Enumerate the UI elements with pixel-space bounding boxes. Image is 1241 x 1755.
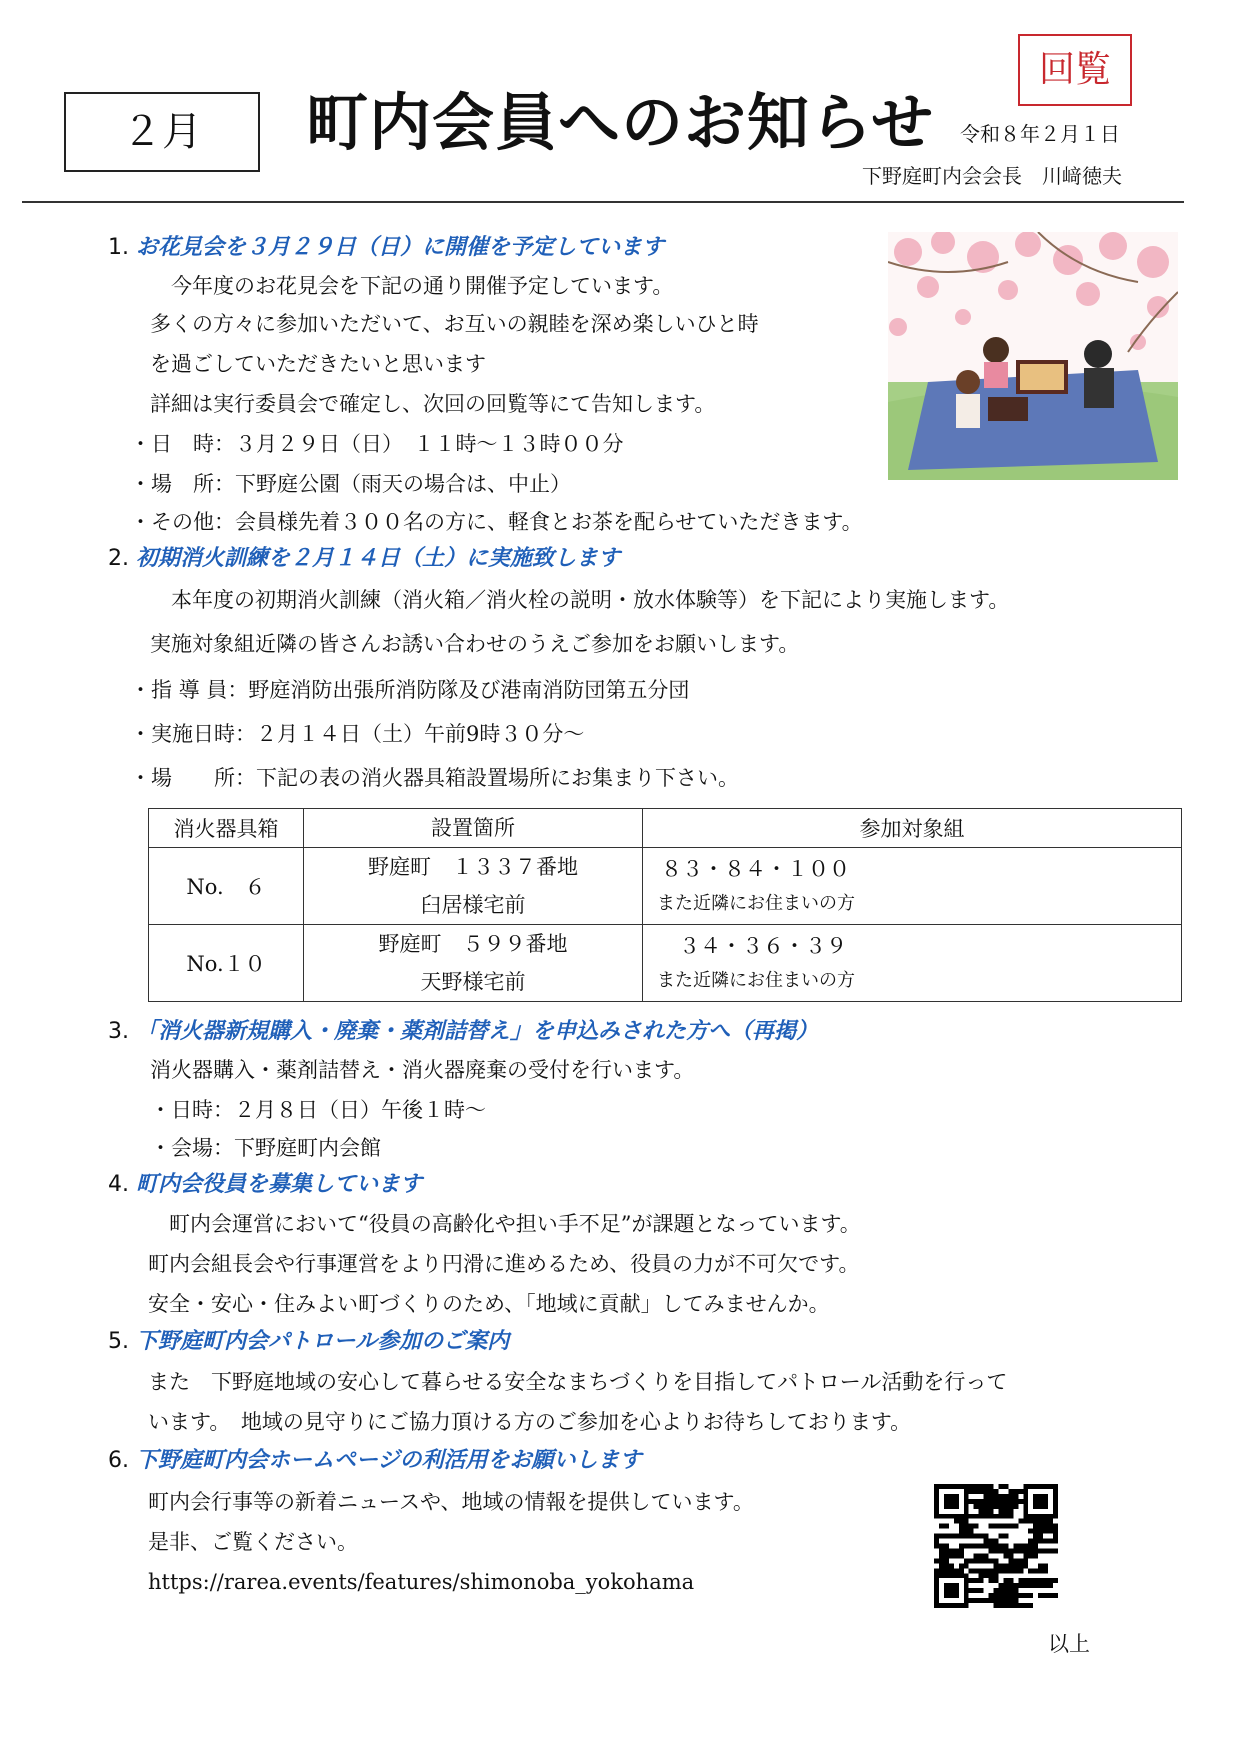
box-number: No.１０	[149, 925, 304, 1002]
fire-equipment-table	[148, 808, 1182, 1002]
group-numbers: ３４・３６・３９	[679, 934, 847, 958]
cherry-blossom-picnic-illustration	[888, 232, 1178, 480]
location-address: 野庭町 ５９９番地	[378, 932, 568, 956]
location-address: 野庭町 １３３７番地	[368, 855, 578, 879]
location-house: 臼居様宅前	[420, 893, 526, 917]
group-numbers: ８３・８４・１００	[661, 857, 850, 881]
section-title: 「消火器新規購入・廃棄・薬剤詰替え」を申込みされた方へ（再掲）	[136, 1019, 819, 1044]
list-item: ・その他：会員様先着３００名の方に、軽食とお茶を配らせていただきます。	[130, 510, 863, 534]
paragraph-line: 消火器購入・薬剤詰替え・消火器廃棄の受付を行います。	[150, 1058, 695, 1082]
groups-cell	[643, 848, 1182, 925]
paragraph-line: 町内会運営において“役員の高齢化や担い手不足”が課題となっています。	[148, 1212, 861, 1236]
paragraph-line: また 下野庭地域の安心して暮らせる安全なまちづくりを目指してパトロール活動を行って	[148, 1370, 1008, 1394]
paragraph-line: 本年度の初期消火訓練（消火箱／消火栓の説明・放水体験等）を下記により実施します。	[150, 588, 1010, 612]
table-row	[149, 925, 1182, 1002]
group-note: また近隣にお住まいの方	[657, 893, 855, 914]
group-note: また近隣にお住まいの方	[657, 970, 855, 991]
qr-code-icon[interactable]	[934, 1484, 1058, 1608]
header-divider	[22, 201, 1184, 203]
box-number: No. ６	[149, 848, 304, 925]
paragraph-line: 安全・安心・住みよい町づくりのため、「地域に貢献」してみませんか。	[148, 1292, 830, 1316]
paragraph-line: 町内会組長会や行事運営をより円滑に進めるため、役員の力が不可欠です。	[148, 1252, 860, 1276]
author: 下野庭町内会会長 川﨑徳夫	[862, 164, 1122, 188]
page-title: 町内会員へのお知らせ	[306, 86, 935, 159]
list-item: ・会場：下野庭町内会館	[150, 1136, 381, 1160]
section-1-heading	[108, 233, 664, 263]
list-item: ・指 導 員：野庭消防出張所消防隊及び港南消防団第五分団	[130, 678, 690, 702]
issue-date: 令和８年２月１日	[960, 122, 1120, 146]
paragraph-line: 今年度のお花見会を下記の通り開催予定しています。	[150, 274, 674, 298]
section-number: 1.	[108, 235, 129, 260]
table-header-row	[149, 809, 1182, 848]
section-title: 下野庭町内会ホームページの利活用をお願いします	[136, 1448, 642, 1473]
paragraph-line: を過ごしていただきたいと思います	[150, 352, 486, 376]
location-cell	[304, 848, 643, 925]
section-number: 6.	[108, 1448, 129, 1473]
section-title: 町内会役員を募集しています	[136, 1172, 423, 1197]
list-item: ・実施日時：２月１４日（土）午前9時３０分～	[130, 722, 585, 746]
list-item: ・日 時：３月２９日（日） １１時～１３時００分	[130, 432, 624, 456]
closing-mark: 以上	[1048, 1632, 1090, 1656]
section-number: 3.	[108, 1019, 129, 1044]
section-title: 初期消火訓練を２月１４日（土）に実施致します	[136, 546, 621, 571]
section-6-heading	[108, 1446, 642, 1476]
list-item: ・日時：２月８日（日）午後１時～	[150, 1098, 486, 1122]
circulation-stamp: 回覧	[1018, 34, 1132, 106]
table-row	[149, 848, 1182, 925]
groups-cell	[643, 925, 1182, 1002]
section-2-heading	[108, 544, 620, 574]
location-house: 天野様宅前	[420, 970, 526, 994]
homepage-url[interactable]: https://rarea.events/features/shimonoba_yokohama	[148, 1570, 695, 1594]
table-header: 設置箇所	[304, 809, 643, 848]
section-number: 2.	[108, 546, 129, 571]
month-box: ２月	[64, 92, 260, 172]
list-item: ・場 所：下記の表の消火器具箱設置場所にお集まり下さい。	[130, 766, 739, 790]
section-number: 5.	[108, 1329, 129, 1354]
paragraph-line: 町内会行事等の新着ニュースや、地域の情報を提供しています。	[148, 1490, 754, 1514]
table-header: 消火器具箱	[149, 809, 304, 848]
paragraph-line: 詳細は実行委員会で確定し、次回の回覧等にて告知します。	[150, 392, 716, 416]
paragraph-line: 実施対象組近隣の皆さんお誘い合わせのうえご参加をお願いします。	[150, 632, 800, 656]
section-title: お花見会を３月２９日（日）に開催を予定しています	[136, 235, 665, 260]
paragraph-line: 是非、ご覧ください。	[148, 1530, 358, 1554]
section-number: 4.	[108, 1172, 129, 1197]
section-3-heading	[108, 1017, 818, 1047]
paragraph-line: います。 地域の見守りにご協力頂ける方のご参加を心よりお待ちしております。	[148, 1410, 912, 1434]
section-5-heading	[108, 1327, 509, 1357]
list-item: ・場 所：下野庭公園（雨天の場合は、中止）	[130, 472, 571, 496]
section-4-heading	[108, 1170, 422, 1200]
location-cell	[304, 925, 643, 1002]
section-title: 下野庭町内会パトロール参加のご案内	[136, 1329, 510, 1354]
table-header: 参加対象組	[643, 809, 1182, 848]
paragraph-line: 多くの方々に参加いただいて、お互いの親睦を深め楽しいひと時	[150, 312, 759, 336]
